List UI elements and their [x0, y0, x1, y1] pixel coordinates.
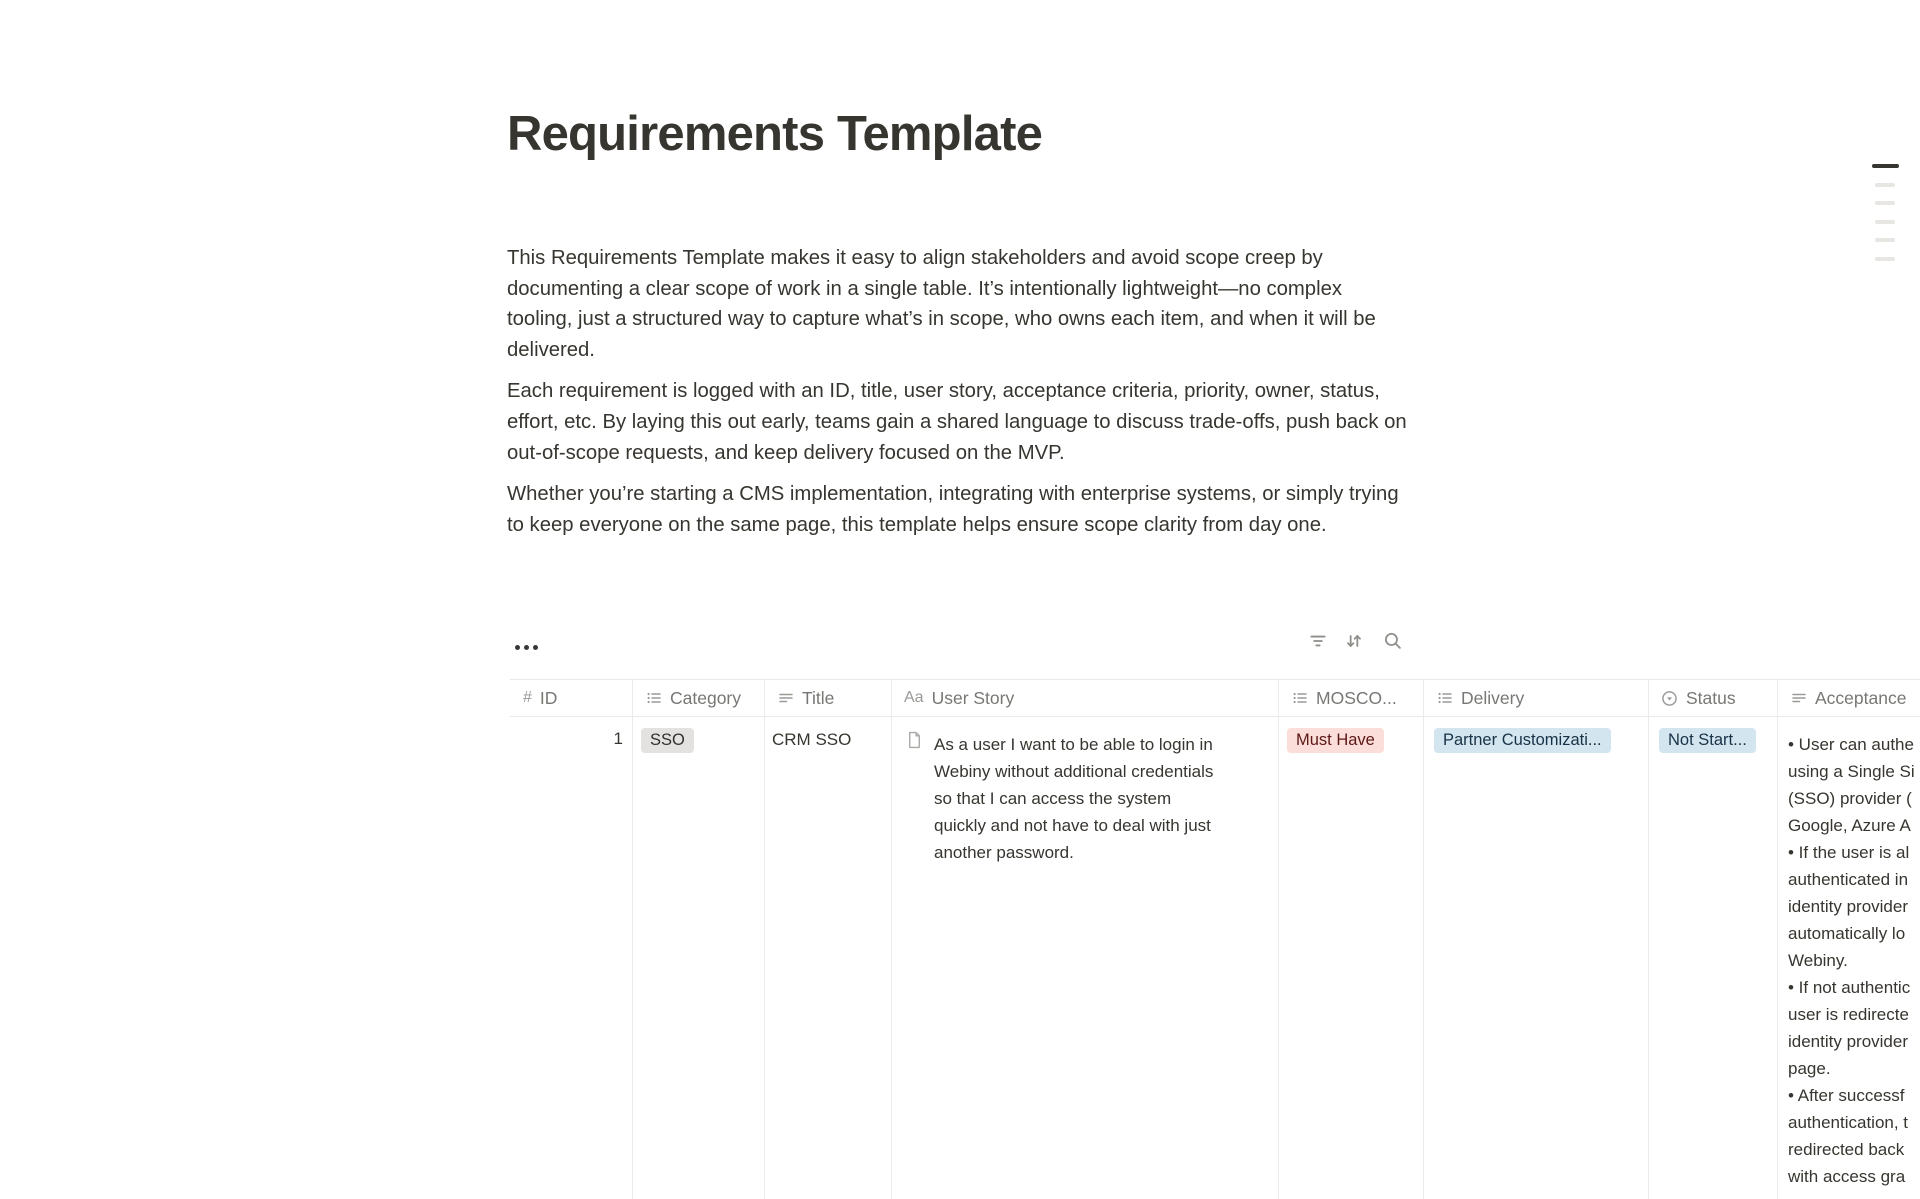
text-line: This Requirements Template makes it easy to align stakeholders and avoid scope creep by documenting a clear scope of work in a single table. It’s intentionally lightweight—no complex tooling, just a structured way to capture what’s in scope, who owns each item, and when it will be delivered. [507, 247, 1376, 361]
column-label: Delivery [1461, 687, 1525, 708]
column-divider[interactable] [1777, 680, 1778, 1199]
hash-icon: # [523, 689, 532, 706]
text-line: another password. [934, 843, 1074, 862]
text-line: redirected back [1788, 1140, 1905, 1159]
column-label: ID [539, 687, 558, 708]
title-aa-icon: Aa [904, 689, 924, 706]
column-header-moscow[interactable] [1278, 680, 1423, 716]
column-header-user-story[interactable] [891, 680, 1278, 716]
text-line: As a user I want to be able to login in [934, 735, 1213, 754]
outline-dash[interactable] [1875, 238, 1895, 242]
table-border [510, 716, 1920, 717]
cell-delivery[interactable]: Partner Customizati... [1434, 728, 1611, 753]
outline-dash[interactable] [1875, 220, 1895, 224]
text-line: so that I can access the system [934, 789, 1172, 808]
column-label: Acceptance [1815, 687, 1907, 708]
text-icon [1790, 690, 1807, 707]
ellipsis-icon [533, 645, 538, 650]
text-line: page. [1788, 1059, 1831, 1078]
text-line: Webiny. [1788, 951, 1848, 970]
text-line: • User can authe [1788, 735, 1914, 754]
text-line: user is redirecte [1788, 1005, 1909, 1024]
cell-category[interactable]: SSO [641, 728, 694, 753]
column-header-category[interactable] [632, 680, 764, 716]
column-label: MOSCO... [1316, 687, 1397, 708]
cell-id[interactable]: 1 [613, 729, 623, 748]
text-line: authentication, t [1788, 1113, 1909, 1132]
cell-acceptance[interactable] [1788, 731, 1915, 1190]
page-description[interactable] [507, 243, 1412, 551]
page-title[interactable]: Requirements Template [507, 107, 1043, 161]
column-header-acceptance[interactable] [1777, 680, 1920, 716]
column-header-id[interactable] [510, 680, 632, 716]
outline-dash[interactable] [1875, 257, 1895, 261]
text-line: authenticated in [1788, 870, 1909, 889]
status-icon [1661, 690, 1678, 707]
table-menu-button[interactable] [515, 645, 538, 650]
ellipsis-icon [515, 645, 520, 650]
cell-moscow[interactable]: Must Have [1287, 728, 1384, 753]
text-line: Webiny without additional credentials [934, 762, 1214, 781]
outline-dash[interactable] [1875, 201, 1895, 205]
search-icon[interactable] [1383, 631, 1403, 651]
column-label: Title [802, 687, 835, 708]
text-line: (SSO) provider ( [1788, 789, 1912, 808]
page-icon [906, 731, 923, 749]
text-line: Whether you’re starting a CMS implementation, integrating with enterprise systems, or simply trying to keep everyone on the same page, this template helps ensure scope clarity from day one. [507, 483, 1399, 536]
sort-icon[interactable] [1344, 631, 1364, 651]
cell-title[interactable]: CRM SSO [772, 730, 852, 749]
column-divider[interactable] [764, 680, 765, 1199]
bulleted-list-icon [1436, 690, 1453, 707]
outline-dash-active[interactable] [1872, 164, 1899, 168]
text-line: • If the user is al [1788, 843, 1910, 862]
text-line: quickly and not have to deal with just [934, 816, 1211, 835]
ellipsis-icon [524, 645, 529, 650]
column-divider[interactable] [1423, 680, 1424, 1199]
column-divider[interactable] [1648, 680, 1649, 1199]
text-line: automatically lo [1788, 924, 1906, 943]
text-line: identity provider [1788, 897, 1909, 916]
text-line: • If not authentic [1788, 978, 1911, 997]
filter-icon[interactable] [1308, 631, 1328, 651]
column-label: User Story [931, 687, 1015, 708]
bulleted-list-icon [1291, 690, 1308, 707]
text-icon [777, 690, 794, 707]
column-divider[interactable] [632, 680, 633, 1199]
column-label: Category [670, 687, 742, 708]
text-line: Google, Azure A [1788, 816, 1911, 835]
column-header-delivery[interactable] [1423, 680, 1648, 716]
column-divider[interactable] [1278, 680, 1279, 1199]
text-line: • After successf [1788, 1086, 1905, 1105]
column-label: Status [1686, 687, 1736, 708]
text-line: identity provider [1788, 1032, 1909, 1051]
column-header-status[interactable] [1648, 680, 1777, 716]
outline-dash[interactable] [1875, 183, 1895, 187]
cell-user-story[interactable] [934, 731, 1213, 866]
column-divider[interactable] [891, 680, 892, 1199]
text-line: with access gra [1788, 1167, 1906, 1186]
cell-status[interactable]: Not Start... [1659, 728, 1756, 753]
text-line: Each requirement is logged with an ID, title, user story, acceptance criteria, priority, owner, status, effort, etc. By laying this out early, teams gain a shared language to discuss trade-offs, push back on out-of-scope requests, and keep delivery focused on the MVP. [507, 380, 1407, 464]
column-header-title[interactable] [764, 680, 891, 716]
outline-indicator[interactable] [1872, 164, 1899, 275]
bulleted-list-icon [645, 690, 662, 707]
text-line: using a Single Si [1788, 762, 1915, 781]
